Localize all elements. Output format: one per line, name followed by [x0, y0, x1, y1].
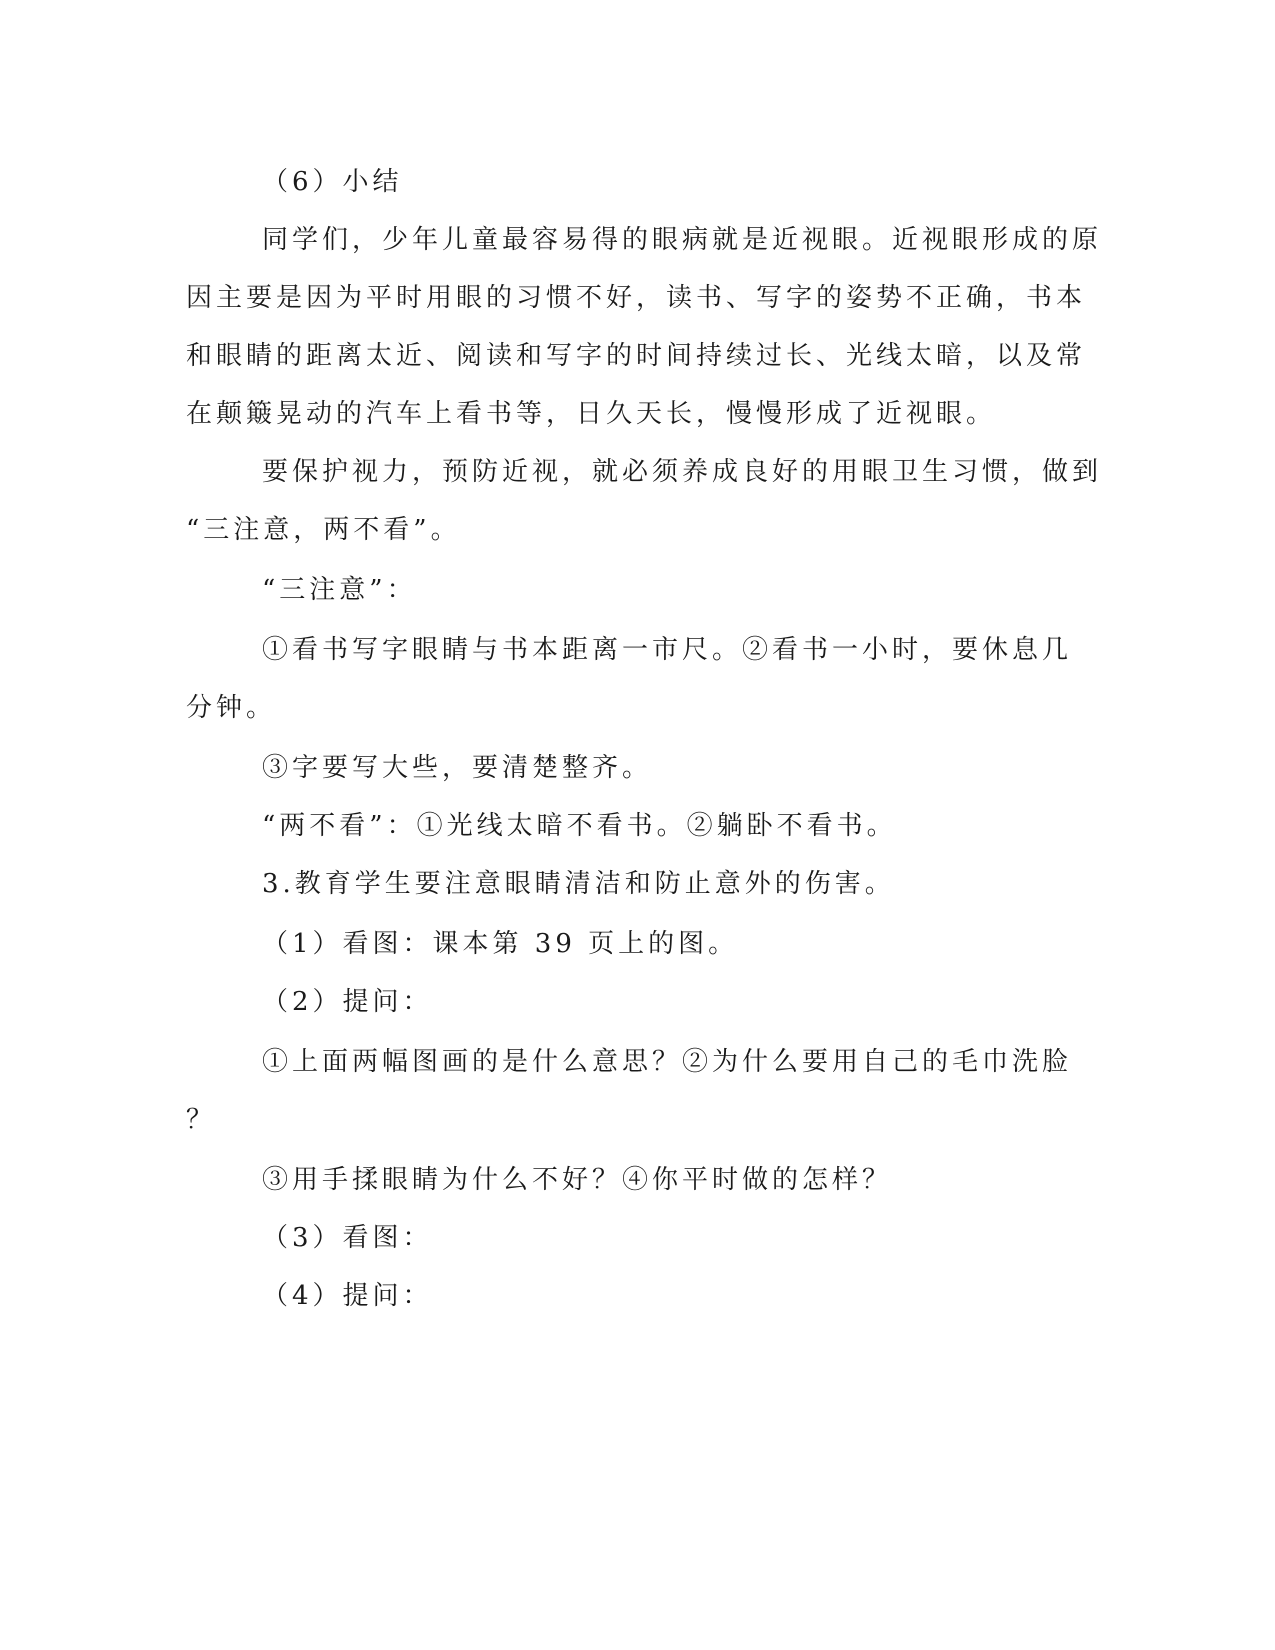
- paragraph-line: “三注意，两不看”。: [186, 515, 461, 545]
- list-item-continuation: 分钟。: [186, 693, 277, 723]
- list-heading: “三注意”：: [262, 575, 417, 605]
- step-item: （2）提问：: [262, 987, 433, 1017]
- paragraph-line: 同学们，少年儿童最容易得的眼病就是近视眼。近视眼形成的原: [262, 225, 1103, 255]
- question-line: ③用手揉眼睛为什么不好？④你平时做的怎样？: [262, 1165, 893, 1195]
- question-line-continuation: ？: [186, 1105, 217, 1135]
- paragraph-line: 在颠簸晃动的汽车上看书等，日久天长，慢慢形成了近视眼。: [186, 399, 997, 429]
- list-item: “两不看”：①光线太暗不看书。②躺卧不看书。: [262, 811, 897, 841]
- list-item: ①看书写字眼睛与书本距离一市尺。②看书一小时，要休息几: [262, 635, 1073, 665]
- list-item: ③字要写大些，要清楚整齐。: [262, 753, 653, 783]
- step-item: （4）提问：: [262, 1281, 433, 1311]
- section-heading: 3.教育学生要注意眼睛清洁和防止意外的伤害。: [262, 869, 895, 899]
- paragraph-line: 要保护视力，预防近视，就必须养成良好的用眼卫生习惯，做到: [262, 457, 1103, 487]
- step-item: （1）看图：课本第 39 页上的图。: [262, 929, 739, 959]
- question-line: ①上面两幅图画的是什么意思？②为什么要用自己的毛巾洗脸: [262, 1047, 1073, 1077]
- section-heading-summary: （6）小结: [262, 167, 403, 197]
- paragraph-line: 因主要是因为平时用眼的习惯不好，读书、写字的姿势不正确，书本: [186, 283, 1087, 313]
- step-item: （3）看图：: [262, 1223, 433, 1253]
- paragraph-line: 和眼睛的距离太近、阅读和写字的时间持续过长、光线太暗，以及常: [186, 341, 1087, 371]
